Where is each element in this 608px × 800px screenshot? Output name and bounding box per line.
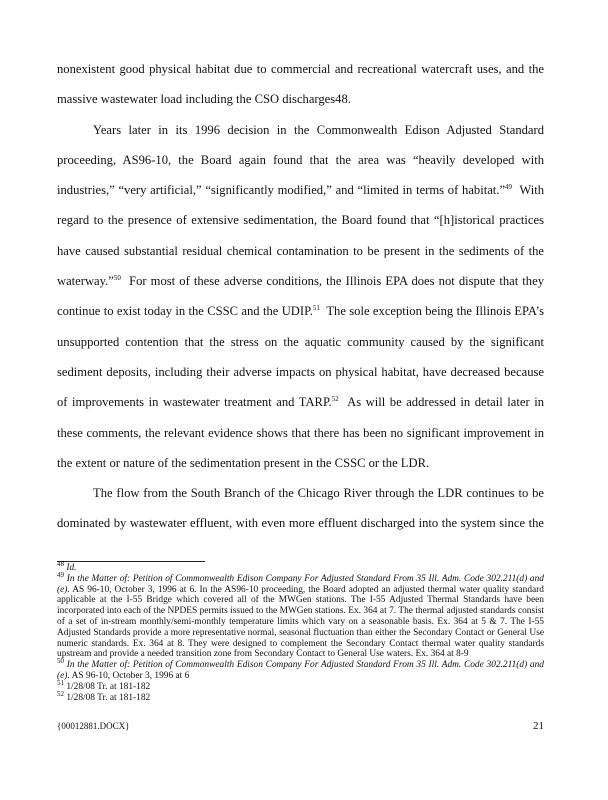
text-line xyxy=(57,454,544,484)
footnote-ref[interactable]: 49 xyxy=(505,183,513,191)
citation-title: In the Matter of: Petition of Commonwealth Edison Company For Adjusted Standard From 35 Ill. Adm. Code 302.211(d) and (e). xyxy=(57,660,544,681)
line-text: unsupported contention that the stress on the aquatic community caused by the significant xyxy=(57,334,544,349)
line-text: of improvements in wastewater treatment and TARP. xyxy=(57,395,332,410)
citation-title: In the Matter of: Petition of Commonwealth Edison Company For Adjusted Standard From 35 Ill. Adm. Code 302.211(d) and (e). xyxy=(57,573,544,595)
text-line xyxy=(57,181,544,211)
footnote-ref[interactable]: 51 xyxy=(312,304,320,313)
line-text: For most of these adverse conditions, the Illinois EPA does not dispute that they xyxy=(120,274,544,289)
text-line xyxy=(57,424,544,454)
line-text: As will be addressed in detail later in xyxy=(338,395,544,410)
text-line xyxy=(57,484,544,514)
footnote-ref[interactable]: 50 xyxy=(113,273,121,282)
footnote-number: 48 xyxy=(57,559,64,568)
line-text: the extent or nature of the sedimentation present in the CSSC or the LDR. xyxy=(57,455,430,470)
footnote xyxy=(57,678,544,693)
footnote-number: 49 xyxy=(57,570,64,579)
footnote-ref[interactable]: 52 xyxy=(331,395,339,404)
footnote-text: AS 96-10, October 3, 1996 at 6. In the AS96-10 proceeding, the Board adopted an adjusted thermal water quality standard applicable at the I-55 Bridge which covered all of the MWGen stations. The I-55 Adjusted Thermal Standards have been incorporated into each of the NPDES permits issued to the MWGen stations. Ex. 364 at 7. The thermal adjusted standards consist of a set of in-stream monthly/semi-monthly temperature limits which vary on a seasonable basis. Ex. 364 at 5 & 7. The I-55 Adjusted Standards provide a more representative normal, seasonal fluctuation than either the Secondary Contact or General Use numeric standards. Ex. 364 at 8. They were designed to complement the Secondary Contact thermal water quality standards upstream and provide a needed transition zone from Secondary Contact to General Use waters. Ex. 364 at 8-9 xyxy=(57,584,544,660)
line-text: dominated by wastewater effluent, with even more effluent discharged into the system since the xyxy=(57,516,544,531)
line-text: The flow from the South Branch of the Chicago River through the LDR continues to be xyxy=(93,486,544,501)
line-text: continue to exist today in the CSSC and the UDIP. xyxy=(57,304,313,319)
footnote-number: 51 xyxy=(57,678,64,687)
line-text: With xyxy=(512,183,544,198)
text-line xyxy=(57,302,544,332)
document-id: {00012881.DOCX} xyxy=(57,721,130,732)
footnote xyxy=(57,559,544,574)
line-text: have caused substantial residual chemical contamination to be present in the sediments of the xyxy=(57,243,544,258)
line-text: massive wastewater load including the CSO discharges48. xyxy=(57,92,351,107)
body-text xyxy=(57,60,544,545)
line-text: regard to the presence of extensive sedimentation, the Board found that “[h]istorical practices xyxy=(57,213,544,228)
footnote xyxy=(57,689,544,704)
footnote xyxy=(57,570,544,660)
text-line xyxy=(57,242,544,272)
text-line xyxy=(57,151,544,181)
page-footer xyxy=(57,719,544,733)
footnote-separator xyxy=(57,561,205,562)
line-text: industries,” “very artificial,” “significantly modified,” and “limited in terms of habitat.” xyxy=(57,183,506,198)
footnote-text: AS 96-10, October 3, 1996 at 6 xyxy=(69,670,190,681)
lower-section xyxy=(57,559,544,733)
text-line xyxy=(57,121,544,151)
text-line xyxy=(57,363,544,393)
footnotes xyxy=(57,559,544,703)
line-text: Years later in its 1996 decision in the Commonwealth Edison Adjusted Standard xyxy=(93,122,544,137)
footnote-number: 50 xyxy=(57,657,64,666)
text-line xyxy=(57,90,544,120)
text-line xyxy=(57,514,544,544)
footnote xyxy=(57,657,544,682)
text-line xyxy=(57,393,544,423)
page-number: 21 xyxy=(533,720,544,733)
line-text: these comments, the relevant evidence shows that there has been no significant improvement in xyxy=(57,425,544,440)
line-text: waterway.” xyxy=(57,274,114,289)
footnote-text: 1/28/08 Tr. at 181-182 xyxy=(66,681,151,692)
footnote-number: 52 xyxy=(57,689,64,698)
text-line xyxy=(57,60,544,90)
text-line xyxy=(57,272,544,302)
text-line xyxy=(57,333,544,363)
text-line xyxy=(57,211,544,241)
footnote-text: 1/28/08 Tr. at 181-182 xyxy=(66,692,151,703)
line-text: nonexistent good physical habitat due to commercial and recreational watercraft uses, and the xyxy=(57,62,544,76)
line-text: proceeding, AS96-10, the Board again found that the area was “heavily developed with xyxy=(57,152,544,167)
citation-title: Id. xyxy=(66,563,77,573)
line-text: The sole exception being the Illinois EPA’s xyxy=(319,304,545,319)
line-text: sediment deposits, including their adverse impacts on physical habitat, have decreased because xyxy=(57,364,544,379)
